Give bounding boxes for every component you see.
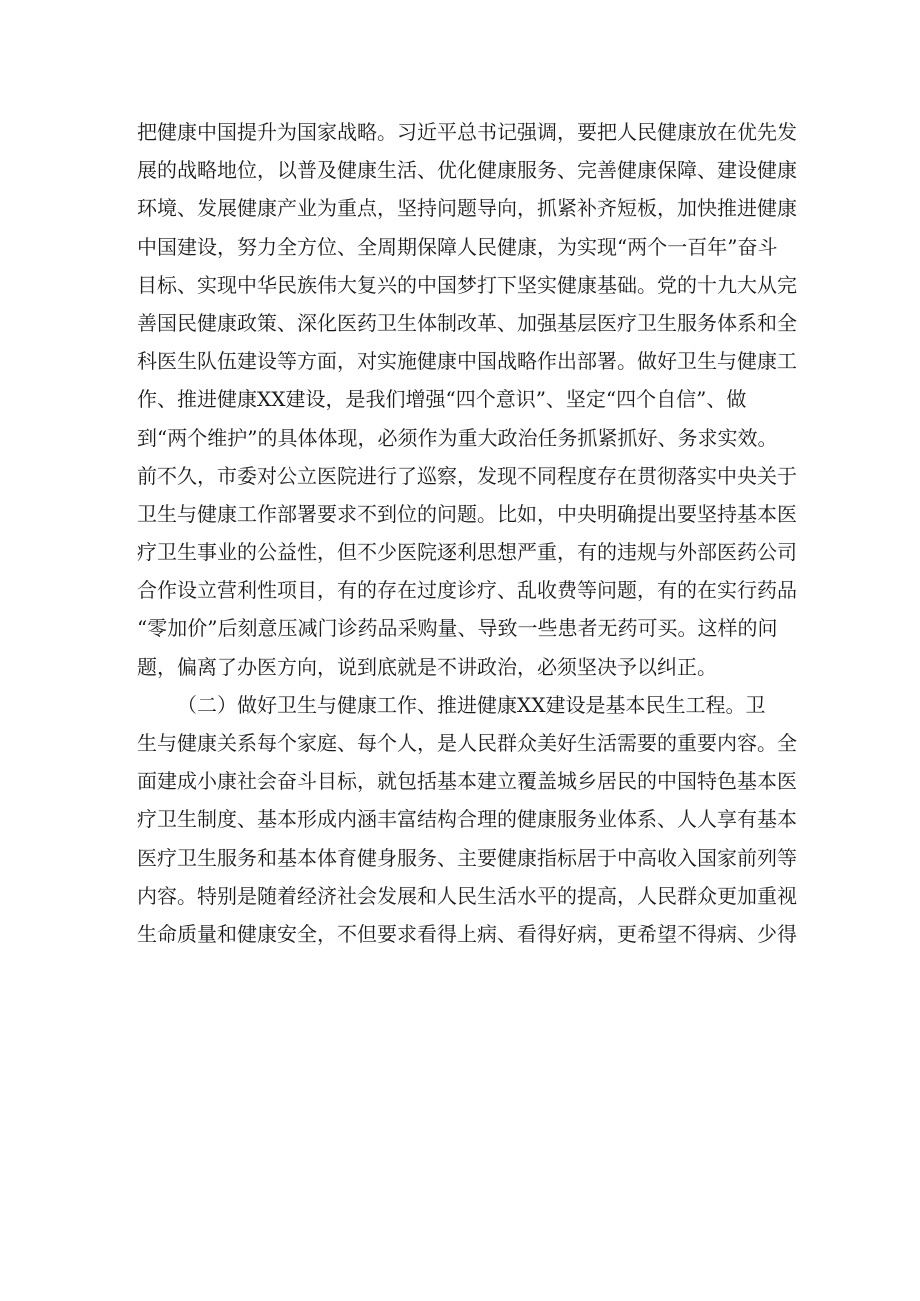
text-line: 内容。特别是随着经济社会发展和人民生活水平的提高，人民群众更加重视 [137, 883, 797, 908]
text-line: 医疗卫生服务和基本体育健身服务、主要健康指标居于中高收入国家前列等 [137, 845, 797, 870]
text-line: 合作设立营利性项目，有的存在过度诊疗、乱收费等问题，有的在实行药品 [137, 578, 797, 603]
text-line: “零加价”后刻意压减门诊药品采购量、导致一些患者无药可买。这样的问 [137, 616, 778, 641]
document-body [137, 113, 797, 953]
text-line: 善国民健康政策、深化医药卫生体制改革、加强基层医疗卫生服务体系和全 [137, 310, 797, 335]
text-line: 环境、发展健康产业为重点，坚持问题导向，抓紧补齐短板，加快推进健康 [137, 196, 797, 221]
text-line: 前不久，市委对公立医院进行了巡察，发现不同程度存在贯彻落实中央关于 [137, 463, 797, 488]
text-line: 目标、实现中华民族伟大复兴的中国梦打下坚实健康基础。党的十九大从完 [137, 272, 797, 297]
text-line: 生命质量和健康安全，不但要求看得上病、看得好病，更希望不得病、少得 [137, 921, 797, 946]
text-line: 题，偏离了办医方向，说到底就是不讲政治，必须坚决予以纠正。 [137, 654, 717, 679]
text-line: 展的战略地位，以普及健康生活、优化健康服务、完善健康保障、建设健康 [137, 158, 797, 183]
text-line: 疗卫生事业的公益性，但不少医院逐利思想严重，有的违规与外部医药公司 [137, 540, 797, 565]
section-heading-line: （二）做好卫生与健康工作、推进健康XX建设是基本民生工程。卫 [177, 692, 766, 717]
text-line: 把健康中国提升为国家战略。习近平总书记强调，要把人民健康放在优先发 [137, 120, 797, 144]
text-line: 到“两个维护”的具体体现，必须作为重大政治任务抓紧抓好、务求实效。 [137, 425, 778, 450]
text-line: 科医生队伍建设等方面，对实施健康中国战略作出部署。做好卫生与健康工 [137, 349, 797, 374]
text-line: 中国建设，努力全方位、全周期保障人民健康，为实现“两个一百年”奋斗 [137, 234, 778, 259]
text-line: 卫生与健康工作部署要求不到位的问题。比如，中央明确提出要坚持基本医 [137, 501, 797, 526]
text-line: 疗卫生制度、基本形成内涵丰富结构合理的健康服务业体系、人人享有基本 [137, 807, 797, 832]
text-line: 作、推进健康XX建设，是我们增强“四个意识”、坚定“四个自信”、做 [137, 387, 747, 412]
text-line: 生与健康关系每个家庭、每个人，是人民群众美好生活需要的重要内容。全 [137, 731, 797, 755]
text-line: 面建成小康社会奋斗目标，就包括基本建立覆盖城乡居民的中国特色基本医 [137, 769, 797, 794]
